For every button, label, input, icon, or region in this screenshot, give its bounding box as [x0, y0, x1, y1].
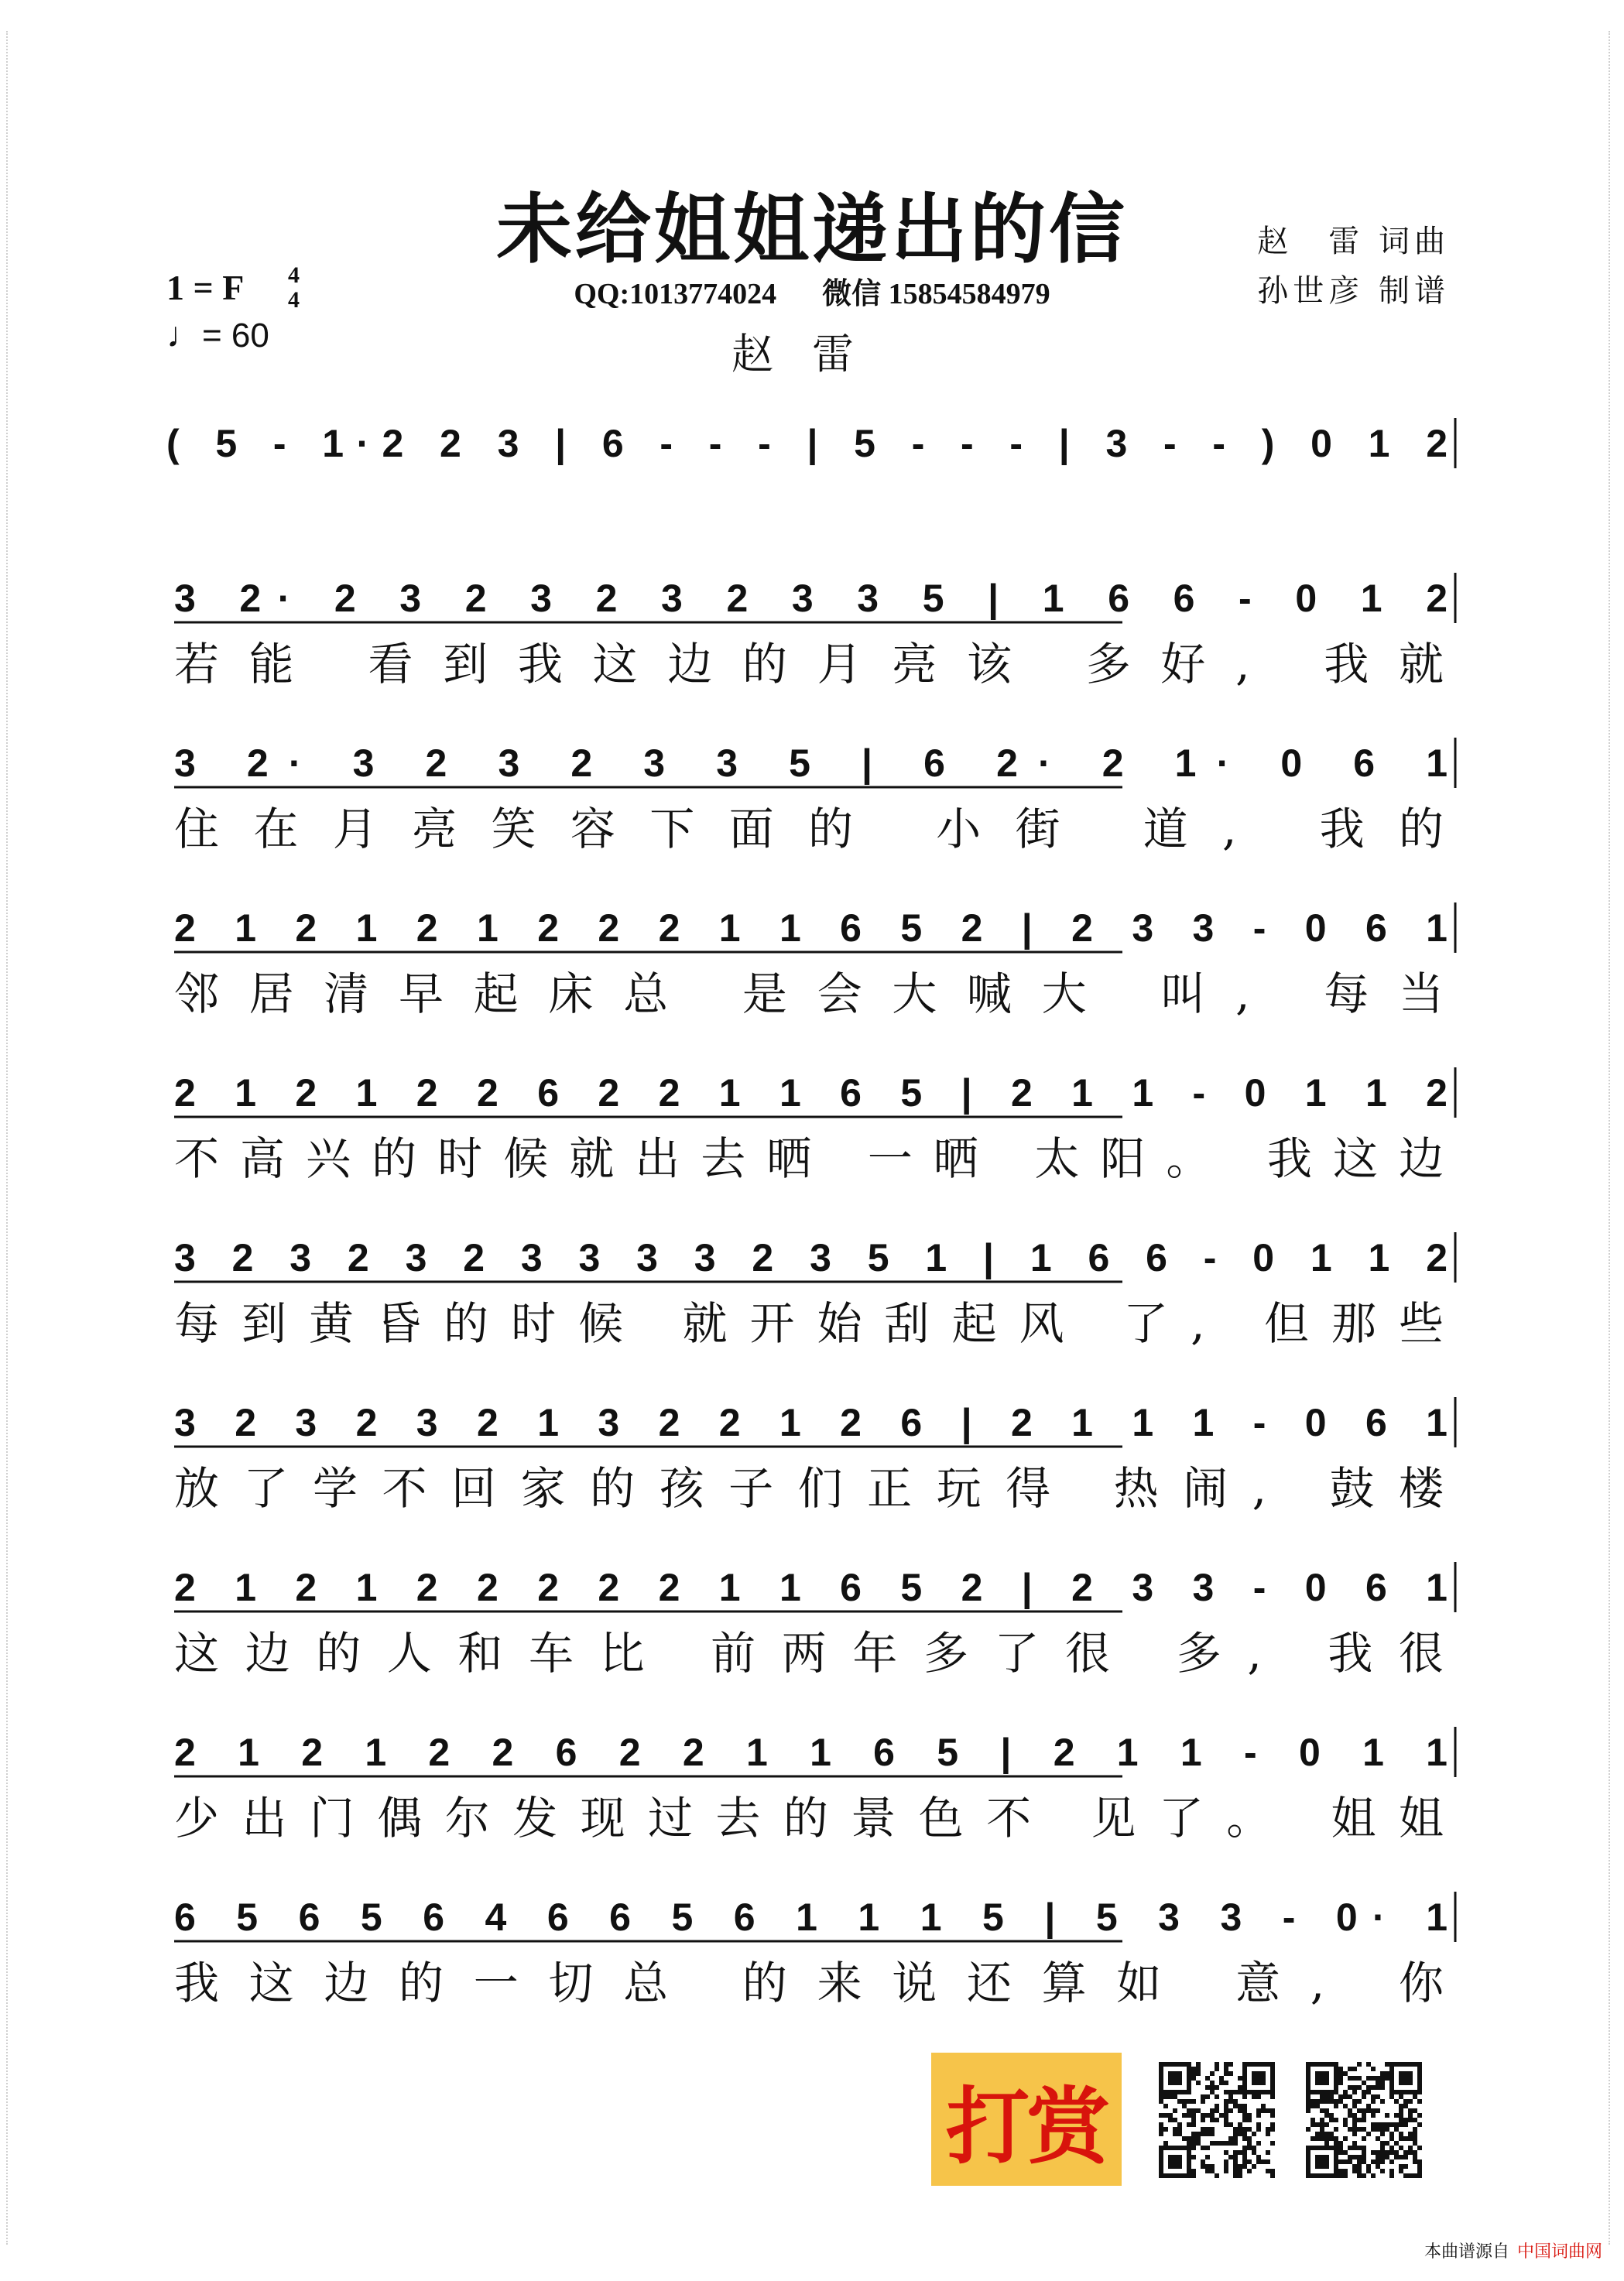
qr-code-icon-2 [1306, 2062, 1422, 2178]
score-line [174, 1232, 1455, 1350]
line-lyrics: 这边的人和车比 前两年多了很 多, 我很 [174, 1627, 1444, 1680]
line-lyrics: 若能 看到我这边的月亮该 多好, 我就 [174, 638, 1444, 690]
line-lyrics: 邻居清早起床总 是会大喊大 叫, 每当 [174, 968, 1444, 1020]
line-notes: 2 1 2 1 2 1 2 2 2 1 1 6 5 2 | 2 3 3 - 0 6 1 [174, 906, 1448, 950]
line-lyrics: 住在月亮笑容下面的 小街 道, 我的 [174, 803, 1444, 855]
line-notes: 6 5 6 5 6 4 6 6 5 6 1 1 1 5 | 5 3 3 - 0· 1 [174, 1896, 1448, 1939]
source-label: 本曲谱源自 [1424, 2242, 1509, 2262]
score-line [174, 738, 1455, 855]
qq-number: QQ:1013774024 [574, 278, 777, 310]
tempo-value: = 60 [202, 317, 269, 354]
line-notes: 3 2 3 2 3 2 3 3 3 3 2 3 5 1 | 1 6 6 - 0 1 1 2 [174, 1236, 1448, 1279]
line-notes: 2 1 2 1 2 2 6 2 2 1 1 6 5 | 2 1 1 - 0 1 1 2 [174, 1071, 1448, 1115]
score-line [174, 902, 1455, 1020]
time-signature-bottom: 4 [288, 287, 300, 313]
line-lyrics: 我这边的一切总 的来说还算如 意, 你 [174, 1957, 1444, 2009]
transcriber: 孙世彦 制谱 [1257, 273, 1450, 309]
score-line [174, 1892, 1455, 2009]
line-notes: 3 2· 2 3 2 3 2 3 2 3 3 5 | 1 6 6 - 0 1 2 [174, 577, 1448, 620]
score-line [174, 1067, 1455, 1185]
quarter-note-icon: ♩ [166, 314, 202, 354]
score-line [174, 1727, 1455, 1844]
line-lyrics: 每到黄昏的时候 就开始刮起风 了, 但那些 [174, 1297, 1444, 1350]
line-notes: 2 1 2 1 2 2 2 2 2 1 1 6 5 2 | 2 3 3 - 0 6 1 [174, 1566, 1448, 1609]
line-lyrics: 不高兴的时候就出去晒 一晒 太阳。 我这边 [174, 1132, 1444, 1185]
score-line [174, 1562, 1455, 1680]
source-attribution [1424, 2238, 1602, 2262]
line-notes: 3 2 3 2 3 2 1 3 2 2 1 2 6 | 2 1 1 1 - 0 6 1 [174, 1401, 1448, 1444]
lyricist-composer: 赵 雷 词曲 [1257, 224, 1450, 259]
score-line [174, 573, 1455, 690]
intro-notes: ( 5 - 1·2 2 3 | 6 - - - | 5 - - - | 3 - - ) 0 1 2 [166, 422, 1448, 465]
source-site-link[interactable]: 中国词曲网 [1516, 2242, 1602, 2262]
line-notes: 2 1 2 1 2 2 6 2 2 1 1 6 5 | 2 1 1 - 0 1 1 [174, 1731, 1448, 1774]
singer-name: 赵雷 [731, 330, 893, 378]
score-line [174, 1397, 1455, 1515]
key-signature: 1 = F [166, 268, 245, 307]
line-notes: 3 2· 3 2 3 2 3 3 5 | 6 2· 2 1· 0 6 1 [174, 741, 1448, 785]
qr-code-icon-1 [1159, 2062, 1275, 2178]
song-title: 未给姐姐递出的信 [495, 185, 1128, 274]
score-intro [166, 418, 1455, 468]
line-lyrics: 放了学不回家的孩子们正玩得 热闹, 鼓楼 [174, 1462, 1444, 1515]
score-lines [174, 573, 1455, 2009]
wechat-number: 微信 15854584979 [822, 278, 1050, 310]
reward-button[interactable]: 打赏 [931, 2053, 1122, 2186]
time-signature-top: 4 [288, 262, 300, 288]
line-lyrics: 少出门偶尔发现过去的景色不 见了。 姐姐 [174, 1792, 1444, 1844]
